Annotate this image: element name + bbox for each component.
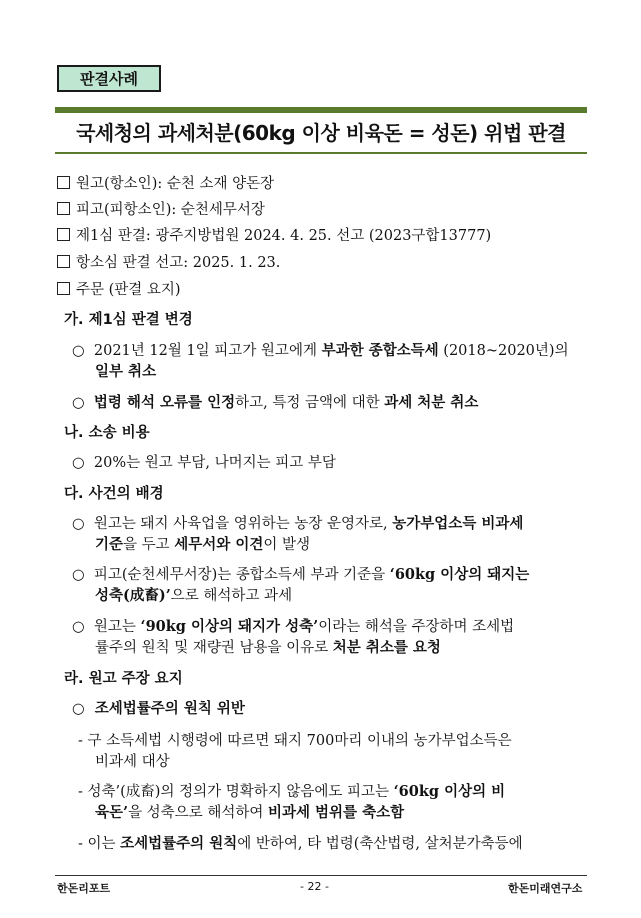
dash-icon: - — [78, 733, 83, 749]
footer-rule — [55, 875, 587, 876]
list-item-cont: 기준을 두고 세무서와 이견이 발생 — [95, 536, 310, 553]
fact-order: 주문 (판결 요지) — [57, 280, 181, 300]
dash-item-cont: 비과세 대상 — [95, 754, 170, 770]
list-item: ○ 20%는 원고 부담, 나머지는 피고 부담 — [72, 455, 336, 471]
dash-item: - 구 소득세법 시행령에 따르면 돼지 700마리 이내의 농가부업소득은 — [78, 733, 512, 749]
bullet-circle-icon: ○ — [72, 455, 85, 471]
list-item-cont: 성축(成畜)’으로 해석하고 과세 — [95, 587, 293, 604]
footer-left: 한돈리포트 — [57, 882, 111, 895]
page-number: - 22 - — [300, 880, 329, 893]
list-item: ○ 법령 해석 오류를 인정하고, 특정 금액에 대한 과세 처분 취소 — [72, 394, 479, 411]
dash-item: - 이는 조세법률주의 원칙에 반하여, 타 법령(축산법령, 살처분가축등에 — [78, 835, 523, 852]
dash-item-cont: 육돈’을 성축으로 해석하여 비과세 범위를 축소함 — [95, 804, 405, 821]
checkbox-square-icon — [57, 282, 70, 295]
footer-right: 한돈미래연구소 — [508, 882, 583, 895]
list-item-cont: 일부 취소 — [95, 363, 157, 380]
fact-first-ruling: 제1심 판결: 광주지방법원 2024. 4. 25. 선고 (2023구합13777) — [57, 226, 491, 246]
section-heading-ra: 라. 원고 주장 요지 — [64, 671, 183, 687]
fact-appeal-ruling: 항소심 판결 선고: 2025. 1. 23. — [57, 253, 280, 273]
list-item-cont: 률주의 원칙 및 재량권 남용을 이유로 처분 취소를 요청 — [95, 639, 441, 656]
list-item: ○ 원고는 돼지 사육업을 영위하는 농장 운영자로, 농가부업소득 비과세 — [72, 515, 524, 532]
bullet-circle-icon: ○ — [72, 395, 85, 411]
checkbox-square-icon — [57, 255, 70, 268]
bullet-circle-icon: ○ — [72, 701, 85, 717]
sub-heading: ○ 조세법률주의 원칙 위반 — [72, 701, 245, 717]
list-item: ○ 원고는 ‘90kg 이상의 돼지가 성축’이라는 해석을 주장하며 조세법 — [72, 618, 515, 635]
bullet-circle-icon: ○ — [72, 343, 85, 359]
fact-defendant: 피고(피항소인): 순천세무서장 — [57, 200, 265, 220]
title-rule-bottom — [55, 152, 587, 154]
checkbox-square-icon — [57, 176, 70, 189]
bullet-circle-icon: ○ — [72, 516, 85, 532]
bullet-circle-icon: ○ — [72, 619, 85, 635]
page-title: 국세청의 과세처분(60kg 이상 비육돈 = 성돈) 위법 판결 — [76, 121, 566, 145]
section-heading-na: 나. 소송 비용 — [64, 425, 150, 441]
bullet-circle-icon: ○ — [72, 567, 85, 583]
title-rule-top — [55, 107, 587, 113]
list-item: ○ 피고(순천세무서장)는 종합소득세 부과 기준을 ‘60kg 이상의 돼지는 — [72, 566, 530, 583]
case-tag: 판결사례 — [57, 65, 161, 92]
dash-icon: - — [78, 836, 83, 852]
checkbox-square-icon — [57, 202, 70, 215]
fact-plaintiff: 원고(항소인): 순천 소재 양돈장 — [57, 174, 274, 194]
dash-icon: - — [78, 784, 83, 800]
dash-item: - 성축’(成畜)의 정의가 명확하지 않음에도 피고는 ‘60kg 이상의 비 — [78, 783, 506, 800]
section-heading-da: 다. 사건의 배경 — [64, 486, 164, 502]
checkbox-square-icon — [57, 228, 70, 241]
list-item: ○ 2021년 12월 1일 피고가 원고에게 부과한 종합소득세 (2018~2020년)의 — [72, 342, 569, 359]
section-heading-ga: 가. 제1심 판결 변경 — [64, 312, 193, 328]
